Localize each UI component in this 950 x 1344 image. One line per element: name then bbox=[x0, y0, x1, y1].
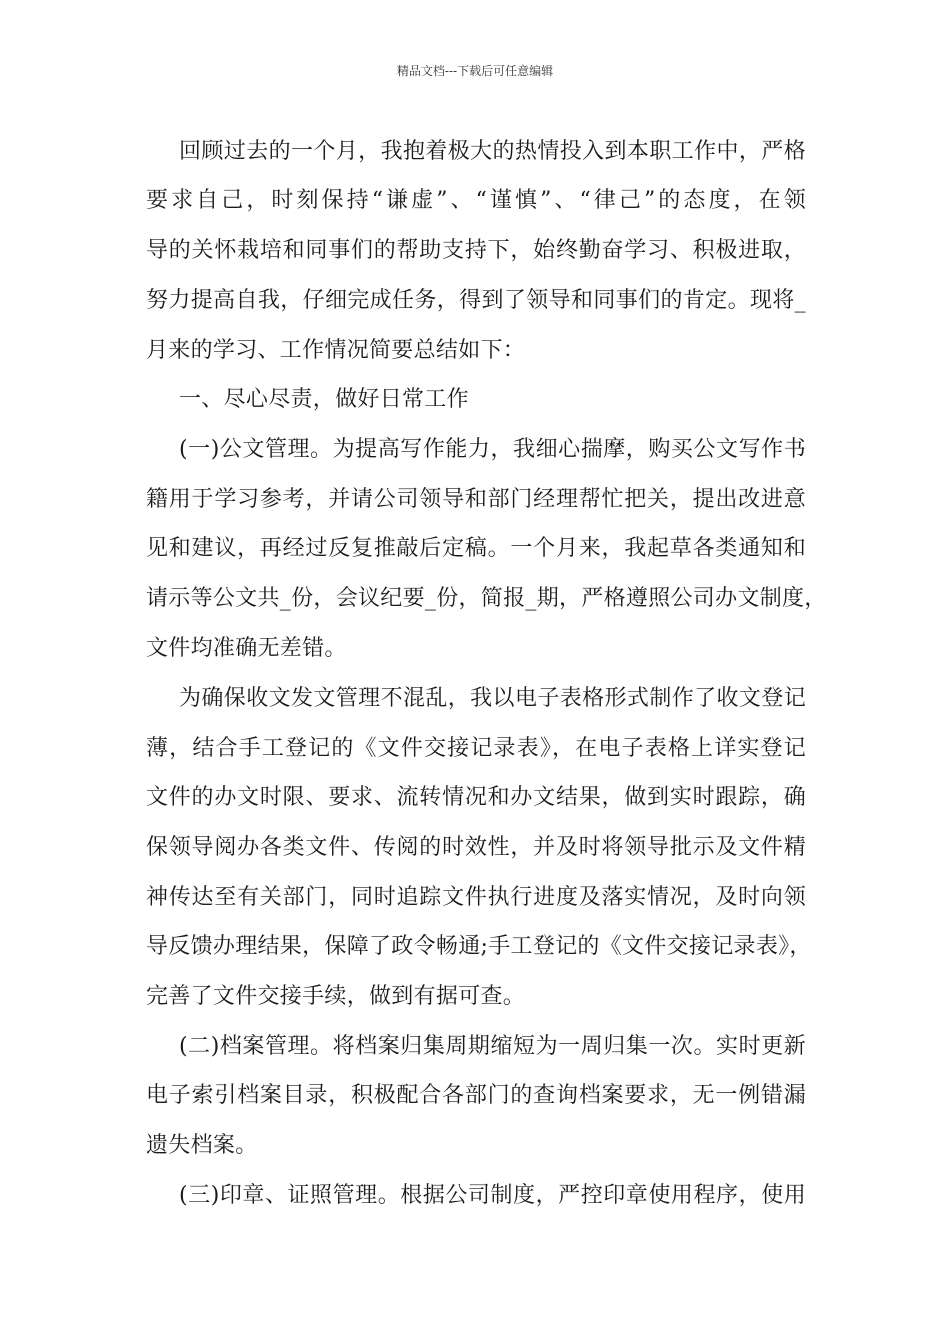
paragraph-line: 文件的办文时限、要求、流转情况和办文结果，做到实时跟踪，确 bbox=[146, 785, 806, 810]
paragraph-line: 遗失档案。 bbox=[146, 1133, 258, 1158]
paragraph-line: 见和建议，再经过反复推敲后定稿。一个月来，我起草各类通知和 bbox=[146, 536, 806, 561]
paragraph-line: 文件均准确无差错。 bbox=[146, 636, 347, 661]
paragraph-line: 薄，结合手工登记的《文件交接记录表》，在电子表格上详实登记 bbox=[146, 736, 806, 761]
paragraph-line: 籍用于学习参考，并请公司领导和部门经理帮忙把关，提出改进意 bbox=[146, 487, 806, 512]
paragraph-line: 电子索引档案目录，积极配合各部门的查询档案要求，无一例错漏 bbox=[146, 1083, 806, 1108]
paragraph-line: 回顾过去的一个月，我抱着极大的热情投入到本职工作中，严格 bbox=[179, 139, 806, 164]
paragraph-line: 神传达至有关部门，同时追踪文件执行进度及落实情况，及时向领 bbox=[146, 885, 806, 910]
paragraph-line: 请示等公文共_份，会议纪要_份，简报_期，严格遵照公司办文制度， bbox=[146, 586, 827, 611]
paragraph-line: 月来的学习、工作情况简要总结如下： bbox=[146, 338, 526, 363]
paragraph-line: 努力提高自我，仔细完成任务，得到了领导和同事们的肯定。现将_ bbox=[146, 288, 806, 313]
page-header: 精品文档---下载后可任意编辑 bbox=[396, 64, 554, 78]
paragraph-line: (二)档案管理。将档案归集周期缩短为一周归集一次。实时更新 bbox=[179, 1034, 806, 1059]
paragraph-line: 保领导阅办各类文件、传阅的时效性，并及时将领导批示及文件精 bbox=[146, 835, 806, 860]
section-heading: 一、尽心尽责，做好日常工作 bbox=[179, 387, 469, 412]
paragraph-line: 导反馈办理结果，保障了政令畅通;手工登记的《文件交接记录表》， bbox=[146, 934, 812, 959]
paragraph-line: (三)印章、证照管理。根据公司制度，严控印章使用程序，使用 bbox=[179, 1183, 806, 1208]
paragraph-line: 为确保收文发文管理不混乱，我以电子表格形式制作了收文登记 bbox=[179, 686, 806, 711]
paragraph-line: 要求自己，时刻保持“谦虚”、“谨慎”、“律己”的态度，在领 bbox=[146, 188, 806, 213]
paragraph-line: (一)公文管理。为提高写作能力，我细心揣摩，购买公文写作书 bbox=[179, 437, 806, 462]
paragraph-line: 完善了文件交接手续，做到有据可查。 bbox=[146, 984, 526, 1009]
paragraph-line: 导的关怀栽培和同事们的帮助支持下，始终勤奋学习、积极进取， bbox=[146, 238, 806, 263]
